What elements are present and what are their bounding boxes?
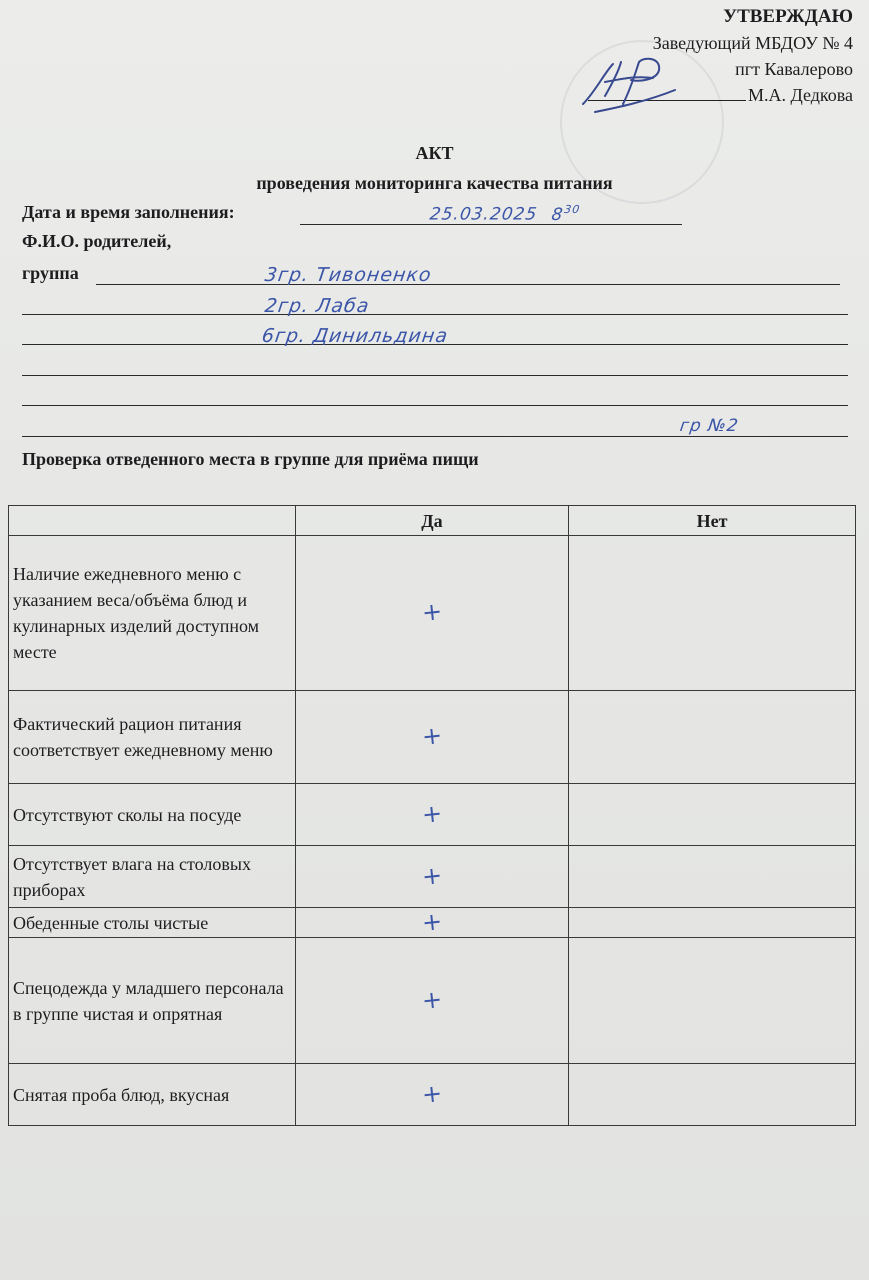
yes-cell <box>296 846 569 908</box>
no-cell <box>569 691 856 784</box>
no-cell <box>569 784 856 846</box>
yes-cell <box>296 1064 569 1126</box>
yes-cell <box>296 908 569 938</box>
yes-cell <box>296 536 569 691</box>
plus-mark: + <box>420 721 444 751</box>
parents-label: Ф.И.О. родителей, <box>22 231 172 251</box>
table-row <box>9 846 856 908</box>
date-label: Дата и время заполнения: <box>22 202 235 222</box>
table-row <box>9 938 856 1064</box>
time-hours: 8 <box>550 204 565 225</box>
header-no: Нет <box>569 506 856 536</box>
approval-town: пгт Кавалерово <box>735 59 853 79</box>
plus-mark: + <box>420 798 444 829</box>
plus-mark: + <box>420 906 444 937</box>
time-minutes: 30 <box>563 203 582 216</box>
table-row <box>9 908 856 938</box>
no-cell <box>569 1064 856 1126</box>
plus-mark: + <box>420 984 444 1015</box>
plus-mark: + <box>420 860 444 891</box>
criterion-cell: Обеденные столы чистые <box>9 908 296 938</box>
entry-line-5 <box>22 405 848 406</box>
group-entry-3: 6гр. Динильдина <box>260 325 450 347</box>
plus-mark: + <box>420 597 444 627</box>
table-row <box>9 1064 856 1126</box>
group-note: гр №2 <box>678 416 741 436</box>
act-title: АКТ <box>415 143 454 163</box>
entry-line-1 <box>96 284 840 285</box>
table-row <box>9 784 856 846</box>
section-title: Проверка отведенного места в группе для приёма пищи <box>22 449 479 469</box>
no-cell <box>569 846 856 908</box>
group-label: группа <box>22 263 79 283</box>
entry-line-2 <box>22 314 848 315</box>
act-subtitle: проведения мониторинга качества питания <box>256 173 613 193</box>
criterion-cell: Спецодежда у младшего персонала в группе чистая и опрятная <box>9 938 296 1064</box>
criterion-cell: Снятая проба блюд, вкусная <box>9 1064 296 1126</box>
date-text: 25.03.2025 <box>428 204 539 225</box>
yes-cell <box>296 691 569 784</box>
yes-cell <box>296 784 569 846</box>
header-criterion <box>9 506 296 536</box>
handwritten-signature <box>575 52 685 122</box>
approval-name: М.А. Дедкова <box>748 85 853 105</box>
criterion-cell: Фактический рацион питания соответствует ежедневному меню <box>9 691 296 784</box>
group-entry-2: 2гр. Лаба <box>263 295 372 317</box>
entry-line-6 <box>22 436 848 437</box>
table-row <box>9 691 856 784</box>
no-cell <box>569 536 856 691</box>
date-value <box>428 203 581 225</box>
criterion-cell: Отсутствуют сколы на посуде <box>9 784 296 846</box>
header-yes: Да <box>296 506 569 536</box>
approval-title: УТВЕРЖДАЮ <box>723 6 853 27</box>
plus-mark: + <box>420 1078 444 1109</box>
group-entry-1: 3гр. Тивоненко <box>263 264 434 286</box>
entry-line-4 <box>22 375 848 376</box>
yes-cell <box>296 938 569 1064</box>
table-row <box>9 536 856 691</box>
criterion-cell: Отсутствует влага на столовых приборах <box>9 846 296 908</box>
approval-position: Заведующий МБДОУ № 4 <box>652 33 853 53</box>
table-header-row <box>9 506 856 536</box>
criterion-cell: Наличие ежедневного меню с указанием веса/объёма блюд и кулинарных изделий доступном месте <box>9 536 296 691</box>
no-cell <box>569 908 856 938</box>
no-cell <box>569 938 856 1064</box>
checklist-table <box>8 505 856 1126</box>
